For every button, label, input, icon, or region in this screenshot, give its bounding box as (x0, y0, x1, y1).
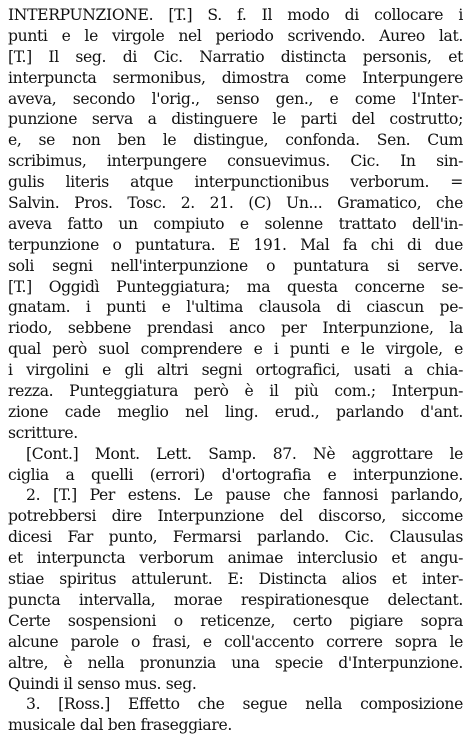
entry-line-1: INTERPUNZIONE. [T.] S. f. Il modo di collocare i (8, 6, 463, 24)
entry-line-31: alcune parole o frasi, e coll'accento correre sopra le (8, 632, 463, 651)
entry-line-24: 2. [T.] Per estens. Le pause che fannosi parlando, (26, 486, 463, 505)
entry-line-18: i virgolini e gli altri segni ortografici, usati a chia- (8, 361, 463, 380)
entry-line-19: rezza. Punteggiatura però è il più com.; Interpun- (8, 382, 463, 401)
entry-line-28: stiae spiritus attulerunt. E: Distincta alios et inter- (8, 570, 463, 589)
entry-line-29: puncta intervalla, morae respirationesque delectant. (8, 590, 463, 609)
entry-line-9: gulis literis atque interpunctionibus verborum. = (8, 173, 463, 192)
entry-line-3: [T.] Il seg. di Cic. Narratio distincta personis, et (8, 47, 463, 66)
entry-line-11: aveva fatto un compiuto e solenne trattato dell'in- (8, 214, 463, 233)
entry-line-15: gnatam. i punti e l'ultima clausola di ciascun pe- (8, 298, 463, 317)
entry-line-35: musicale dal ben fraseggiare. (8, 716, 232, 735)
entry-line-27: et interpuncta verborum animae interclusio et angu- (8, 549, 463, 568)
entry-line-33: Quindi il senso mus. seg. (8, 674, 197, 693)
entry-line-7: e, se non ben le distingue, confonda. Sen. Cum (8, 131, 463, 150)
entry-line-34: 3. [Ross.] Effetto che segue nella composizione (26, 695, 463, 714)
entry-line-22: [Cont.] Mont. Lett. Samp. 87. Nè aggrottare le (26, 444, 463, 463)
dictionary-entry (8, 5, 463, 736)
entry-line-26: dicesi Far punto, Fermarsi parlando. Cic. Clausulas (8, 528, 463, 547)
entry-line-32: altre, è nella pronunzia una specie d'Interpunzione. (8, 653, 463, 672)
entry-line-30: Certe sospensioni o reticenze, certo pigiare sopra (8, 611, 463, 630)
entry-line-6: punzione serva a distinguere le parti del costrutto; (8, 110, 463, 129)
entry-line-4: interpuncta sermonibus, dimostra come Interpungere (8, 68, 463, 87)
entry-line-8: scribimus, interpungere consuevimus. Cic. In sin- (8, 152, 463, 171)
entry-line-21: scritture. (8, 423, 78, 442)
entry-line-25: potrebbersi dire Interpunzione del discorso, siccome (8, 507, 463, 526)
entry-line-12: terpunzione o puntatura. E 191. Mal fa chi di due (8, 235, 463, 254)
entry-line-14: [T.] Oggidì Punteggiatura; ma questa concerne se- (8, 277, 463, 296)
entry-line-10: Salvin. Pros. Tosc. 2. 21. (C) Un... Gramatico, che (8, 194, 463, 213)
entry-line-23: ciglia a quelli (errori) d'ortografia e interpunzione. (8, 465, 463, 484)
entry-line-13: soli segni nell'interpunzione o puntatura si serve. (8, 256, 463, 275)
entry-line-16: riodo, sebbene prendasi anco per Interpunzione, la (8, 319, 463, 338)
entry-line-5: aveva, secondo l'orig., senso gen., e come l'Inter- (8, 89, 463, 108)
entry-line-2: punti e le virgole nel periodo scrivendo. Aureo lat. (8, 26, 463, 45)
entry-line-20: zione cade meglio nel ling. erud., parlando d'ant. (8, 402, 463, 421)
entry-line-17: qual però suol comprendere e i punti e le virgole, e (8, 340, 463, 359)
